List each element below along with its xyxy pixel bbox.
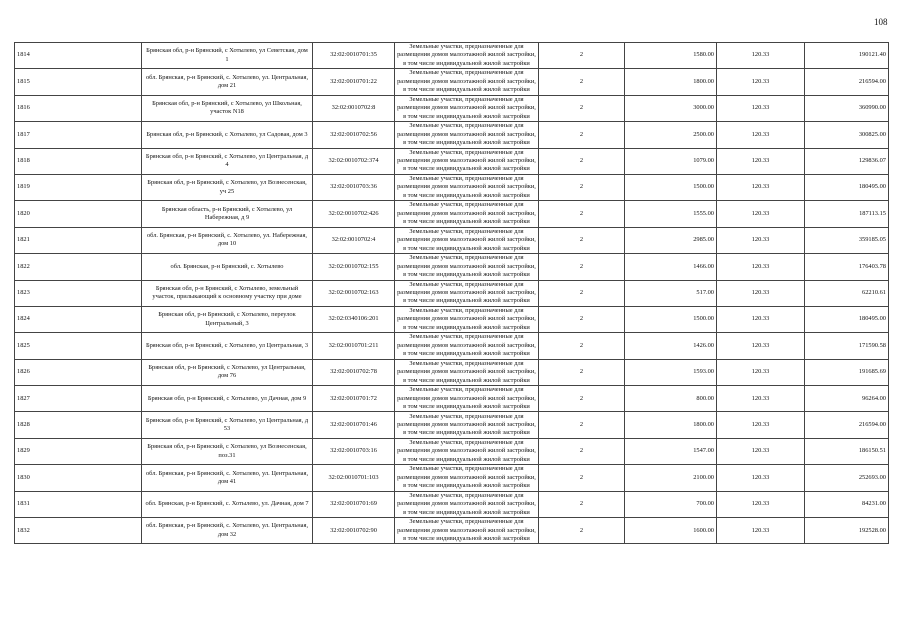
group-cell: 2 bbox=[539, 43, 625, 69]
row-number: 1832 bbox=[15, 518, 142, 544]
area-cell: 700.00 bbox=[625, 491, 717, 517]
specific-value-cell: 120.33 bbox=[717, 280, 805, 306]
area-cell: 1426.00 bbox=[625, 333, 717, 359]
specific-value-cell: 120.33 bbox=[717, 465, 805, 491]
cadastral-value-cell: 62210.61 bbox=[805, 280, 889, 306]
table-row bbox=[15, 333, 889, 359]
table-row bbox=[15, 359, 889, 385]
group-cell: 2 bbox=[539, 518, 625, 544]
cadastral-value-cell: 191685.69 bbox=[805, 359, 889, 385]
address-cell: обл. Брянская, р-н Брянский, с. Хотылево, ул. Дачная, дом 7 bbox=[142, 491, 313, 517]
land-category-cell: Земельные участки, предназначенные для размещения домов малоэтажной жилой застройки, в том числе индивидуальной жилой застройки bbox=[395, 148, 539, 174]
table-row bbox=[15, 280, 889, 306]
land-category-cell: Земельные участки, предназначенные для размещения домов малоэтажной жилой застройки, в том числе индивидуальной жилой застройки bbox=[395, 491, 539, 517]
table-row bbox=[15, 122, 889, 148]
row-number: 1816 bbox=[15, 95, 142, 121]
area-cell: 1079.00 bbox=[625, 148, 717, 174]
specific-value-cell: 120.33 bbox=[717, 122, 805, 148]
specific-value-cell: 120.33 bbox=[717, 43, 805, 69]
cadastral-number-cell: 32:02:0010701:46 bbox=[313, 412, 395, 438]
table-row bbox=[15, 43, 889, 69]
area-cell: 1580.00 bbox=[625, 43, 717, 69]
table-row bbox=[15, 227, 889, 253]
specific-value-cell: 120.33 bbox=[717, 306, 805, 332]
land-category-cell: Земельные участки, предназначенные для размещения домов малоэтажной жилой застройки, в том числе индивидуальной жилой застройки bbox=[395, 201, 539, 227]
table-row bbox=[15, 438, 889, 464]
cadastral-value-cell: 96264.00 bbox=[805, 386, 889, 412]
land-category-cell: Земельные участки, предназначенные для размещения домов малоэтажной жилой застройки, в том числе индивидуальной жилой застройки bbox=[395, 438, 539, 464]
area-cell: 1593.00 bbox=[625, 359, 717, 385]
row-number: 1829 bbox=[15, 438, 142, 464]
table-row bbox=[15, 201, 889, 227]
group-cell: 2 bbox=[539, 386, 625, 412]
page-number: 108 bbox=[874, 17, 888, 27]
address-cell: Брянская обл, р-н Брянский, с Хотылево, ул Вознесенская, уч 25 bbox=[142, 174, 313, 200]
address-cell: Брянская обл, р-н Брянский, с Хотылево, земельный участок, прилыкающий к основному участку при доме bbox=[142, 280, 313, 306]
address-cell: обл. Брянская, р-н Брянский, с. Хотылево, ул. Центральная, дом 21 bbox=[142, 69, 313, 95]
cadastral-number-cell: 32:02:0010702:56 bbox=[313, 122, 395, 148]
land-category-cell: Земельные участки, предназначенные для размещения домов малоэтажной жилой застройки, в том числе индивидуальной жилой застройки bbox=[395, 69, 539, 95]
area-cell: 2985.00 bbox=[625, 227, 717, 253]
row-number: 1820 bbox=[15, 201, 142, 227]
address-cell: Брянская обл, р-н Брянский, с Хотылево, ул Центральная, дом 76 bbox=[142, 359, 313, 385]
table-row bbox=[15, 386, 889, 412]
area-cell: 1600.00 bbox=[625, 518, 717, 544]
land-category-cell: Земельные участки, предназначенные для размещения домов малоэтажной жилой застройки, в том числе индивидуальной жилой застройки bbox=[395, 306, 539, 332]
row-number: 1818 bbox=[15, 148, 142, 174]
table-row bbox=[15, 518, 889, 544]
specific-value-cell: 120.33 bbox=[717, 359, 805, 385]
land-category-cell: Земельные участки, предназначенные для размещения домов малоэтажной жилой застройки, в том числе индивидуальной жилой застройки bbox=[395, 359, 539, 385]
area-cell: 1555.00 bbox=[625, 201, 717, 227]
land-category-cell: Земельные участки, предназначенные для размещения домов малоэтажной жилой застройки, в том числе индивидуальной жилой застройки bbox=[395, 465, 539, 491]
table-row bbox=[15, 412, 889, 438]
address-cell: Брянская обл, р-н Брянский, с Хотылево, ул Садовая, дом 3 bbox=[142, 122, 313, 148]
group-cell: 2 bbox=[539, 412, 625, 438]
cadastral-value-cell: 84231.00 bbox=[805, 491, 889, 517]
cadastral-value-cell: 190121.40 bbox=[805, 43, 889, 69]
specific-value-cell: 120.33 bbox=[717, 333, 805, 359]
cadastral-value-cell: 180495.00 bbox=[805, 174, 889, 200]
row-number: 1824 bbox=[15, 306, 142, 332]
cadastral-number-cell: 32:02:0010702:374 bbox=[313, 148, 395, 174]
address-cell: Брянская обл, р-н Брянский, с Хотылево, ул Школьная, участок N18 bbox=[142, 95, 313, 121]
cadastral-number-cell: 32:02:0010702:8 bbox=[313, 95, 395, 121]
table-row bbox=[15, 491, 889, 517]
area-cell: 1500.00 bbox=[625, 174, 717, 200]
address-cell: Брянская обл, р-н Брянский, с Хотылево, ул Центральная, д 53 bbox=[142, 412, 313, 438]
specific-value-cell: 120.33 bbox=[717, 201, 805, 227]
cadastral-value-cell: 180495.00 bbox=[805, 306, 889, 332]
cadastral-value-cell: 187113.15 bbox=[805, 201, 889, 227]
group-cell: 2 bbox=[539, 438, 625, 464]
group-cell: 2 bbox=[539, 122, 625, 148]
land-category-cell: Земельные участки, предназначенные для размещения домов малоэтажной жилой застройки, в том числе индивидуальной жилой застройки bbox=[395, 333, 539, 359]
cadastral-value-cell: 360990.00 bbox=[805, 95, 889, 121]
cadastral-number-cell: 32:02:0010702:426 bbox=[313, 201, 395, 227]
table-row bbox=[15, 95, 889, 121]
cadastral-number-cell: 32:02:0010701:103 bbox=[313, 465, 395, 491]
land-category-cell: Земельные участки, предназначенные для размещения домов малоэтажной жилой застройки, в том числе индивидуальной жилой застройки bbox=[395, 254, 539, 280]
area-cell: 2500.00 bbox=[625, 122, 717, 148]
cadastral-number-cell: 32:02:0010701:211 bbox=[313, 333, 395, 359]
address-cell: Брянская обл, р-н Брянский, с Хотылево, ул Вознесенская, поз.31 bbox=[142, 438, 313, 464]
area-cell: 2100.00 bbox=[625, 465, 717, 491]
row-number: 1825 bbox=[15, 333, 142, 359]
row-number: 1823 bbox=[15, 280, 142, 306]
row-number: 1831 bbox=[15, 491, 142, 517]
address-cell: обл. Брянская, р-н Брянский, с. Хотылево, ул. Центральная, дом 41 bbox=[142, 465, 313, 491]
group-cell: 2 bbox=[539, 491, 625, 517]
cadastral-value-cell: 129836.07 bbox=[805, 148, 889, 174]
land-category-cell: Земельные участки, предназначенные для размещения домов малоэтажной жилой застройки, в том числе индивидуальной жилой застройки bbox=[395, 227, 539, 253]
group-cell: 2 bbox=[539, 95, 625, 121]
land-category-cell: Земельные участки, предназначенные для размещения домов малоэтажной жилой застройки, в том числе индивидуальной жилой застройки bbox=[395, 43, 539, 69]
specific-value-cell: 120.33 bbox=[717, 491, 805, 517]
table-row bbox=[15, 174, 889, 200]
address-cell: обл. Брянская, р-н Брянский, с. Хотылево, ул. Центральная, дом 32 bbox=[142, 518, 313, 544]
specific-value-cell: 120.33 bbox=[717, 69, 805, 95]
specific-value-cell: 120.33 bbox=[717, 254, 805, 280]
address-cell: Брянская обл, р-н Брянский, с Хотылево, ул Дачная, дом 9 bbox=[142, 386, 313, 412]
area-cell: 800.00 bbox=[625, 386, 717, 412]
cadastral-value-cell: 252693.00 bbox=[805, 465, 889, 491]
row-number: 1819 bbox=[15, 174, 142, 200]
land-category-cell: Земельные участки, предназначенные для размещения домов малоэтажной жилой застройки, в том числе индивидуальной жилой застройки bbox=[395, 95, 539, 121]
row-number: 1822 bbox=[15, 254, 142, 280]
land-category-cell: Земельные участки, предназначенные для размещения домов малоэтажной жилой застройки, в том числе индивидуальной жилой застройки bbox=[395, 386, 539, 412]
cadastral-number-cell: 32:02:0010702:90 bbox=[313, 518, 395, 544]
table-body bbox=[15, 43, 889, 544]
address-cell: обл. Брянская, р-н Брянский, с. Хотылево, ул. Набережная, дом 10 bbox=[142, 227, 313, 253]
address-cell: обл. Брянская, р-н Брянский, с. Хотылево bbox=[142, 254, 313, 280]
row-number: 1821 bbox=[15, 227, 142, 253]
cadastral-number-cell: 32:02:0010703:16 bbox=[313, 438, 395, 464]
specific-value-cell: 120.33 bbox=[717, 386, 805, 412]
specific-value-cell: 120.33 bbox=[717, 95, 805, 121]
land-category-cell: Земельные участки, предназначенные для размещения домов малоэтажной жилой застройки, в том числе индивидуальной жилой застройки bbox=[395, 280, 539, 306]
group-cell: 2 bbox=[539, 201, 625, 227]
table-row bbox=[15, 306, 889, 332]
group-cell: 2 bbox=[539, 306, 625, 332]
cadastral-value-cell: 176403.78 bbox=[805, 254, 889, 280]
row-number: 1830 bbox=[15, 465, 142, 491]
table-row bbox=[15, 69, 889, 95]
cadastral-number-cell: 32:02:0010702:163 bbox=[313, 280, 395, 306]
cadastral-number-cell: 32:02:0010702:4 bbox=[313, 227, 395, 253]
land-category-cell: Земельные участки, предназначенные для размещения домов малоэтажной жилой застройки, в том числе индивидуальной жилой застройки bbox=[395, 518, 539, 544]
address-cell: Брянская обл, р-н Брянский, с Хотылево, ул Центральная, д 4 bbox=[142, 148, 313, 174]
row-number: 1826 bbox=[15, 359, 142, 385]
table-row bbox=[15, 465, 889, 491]
cadastral-value-cell: 359185.05 bbox=[805, 227, 889, 253]
group-cell: 2 bbox=[539, 333, 625, 359]
cadastral-value-cell: 216594.00 bbox=[805, 412, 889, 438]
cadastral-value-cell: 216594.00 bbox=[805, 69, 889, 95]
area-cell: 3000.00 bbox=[625, 95, 717, 121]
address-cell: Брянская обл, р-н Брянский, с Хотылево, ул Центральная, 3 bbox=[142, 333, 313, 359]
cadastral-number-cell: 32:02:0010701:72 bbox=[313, 386, 395, 412]
group-cell: 2 bbox=[539, 254, 625, 280]
specific-value-cell: 120.33 bbox=[717, 227, 805, 253]
cadastral-number-cell: 32:02:0010702:155 bbox=[313, 254, 395, 280]
area-cell: 517.00 bbox=[625, 280, 717, 306]
table-row bbox=[15, 254, 889, 280]
specific-value-cell: 120.33 bbox=[717, 412, 805, 438]
address-cell: Брянская обл, р-н Брянский, с Хотылево, переулок Центральный, 3 bbox=[142, 306, 313, 332]
group-cell: 2 bbox=[539, 148, 625, 174]
cadastral-number-cell: 32:02:0010701:35 bbox=[313, 43, 395, 69]
land-parcel-table bbox=[14, 42, 889, 544]
land-category-cell: Земельные участки, предназначенные для размещения домов малоэтажной жилой застройки, в том числе индивидуальной жилой застройки bbox=[395, 174, 539, 200]
cadastral-value-cell: 192528.00 bbox=[805, 518, 889, 544]
area-cell: 1500.00 bbox=[625, 306, 717, 332]
cadastral-number-cell: 32:02:0010701:22 bbox=[313, 69, 395, 95]
group-cell: 2 bbox=[539, 359, 625, 385]
specific-value-cell: 120.33 bbox=[717, 438, 805, 464]
cadastral-number-cell: 32:02:0010703:36 bbox=[313, 174, 395, 200]
land-category-cell: Земельные участки, предназначенные для размещения домов малоэтажной жилой застройки, в том числе индивидуальной жилой застройки bbox=[395, 122, 539, 148]
specific-value-cell: 120.33 bbox=[717, 174, 805, 200]
group-cell: 2 bbox=[539, 280, 625, 306]
area-cell: 1547.00 bbox=[625, 438, 717, 464]
address-cell: Брянская область, р-н Брянский, с Хотылево, ул Набережная, д 9 bbox=[142, 201, 313, 227]
row-number: 1827 bbox=[15, 386, 142, 412]
table-row bbox=[15, 148, 889, 174]
group-cell: 2 bbox=[539, 69, 625, 95]
area-cell: 1800.00 bbox=[625, 412, 717, 438]
land-category-cell: Земельные участки, предназначенные для размещения домов малоэтажной жилой застройки, в том числе индивидуальной жилой застройки bbox=[395, 412, 539, 438]
row-number: 1828 bbox=[15, 412, 142, 438]
row-number: 1814 bbox=[15, 43, 142, 69]
cadastral-value-cell: 171590.58 bbox=[805, 333, 889, 359]
cadastral-number-cell: 32:02:0010701:69 bbox=[313, 491, 395, 517]
group-cell: 2 bbox=[539, 465, 625, 491]
cadastral-value-cell: 300825.00 bbox=[805, 122, 889, 148]
cadastral-value-cell: 186150.51 bbox=[805, 438, 889, 464]
address-cell: Брянская обл, р-н Брянский, с Хотылево, ул Севетская, дом 1 bbox=[142, 43, 313, 69]
cadastral-number-cell: 32:02:0340106:201 bbox=[313, 306, 395, 332]
row-number: 1817 bbox=[15, 122, 142, 148]
specific-value-cell: 120.33 bbox=[717, 518, 805, 544]
group-cell: 2 bbox=[539, 174, 625, 200]
cadastral-number-cell: 32:02:0010702:78 bbox=[313, 359, 395, 385]
area-cell: 1800.00 bbox=[625, 69, 717, 95]
area-cell: 1466.00 bbox=[625, 254, 717, 280]
group-cell: 2 bbox=[539, 227, 625, 253]
specific-value-cell: 120.33 bbox=[717, 148, 805, 174]
row-number: 1815 bbox=[15, 69, 142, 95]
